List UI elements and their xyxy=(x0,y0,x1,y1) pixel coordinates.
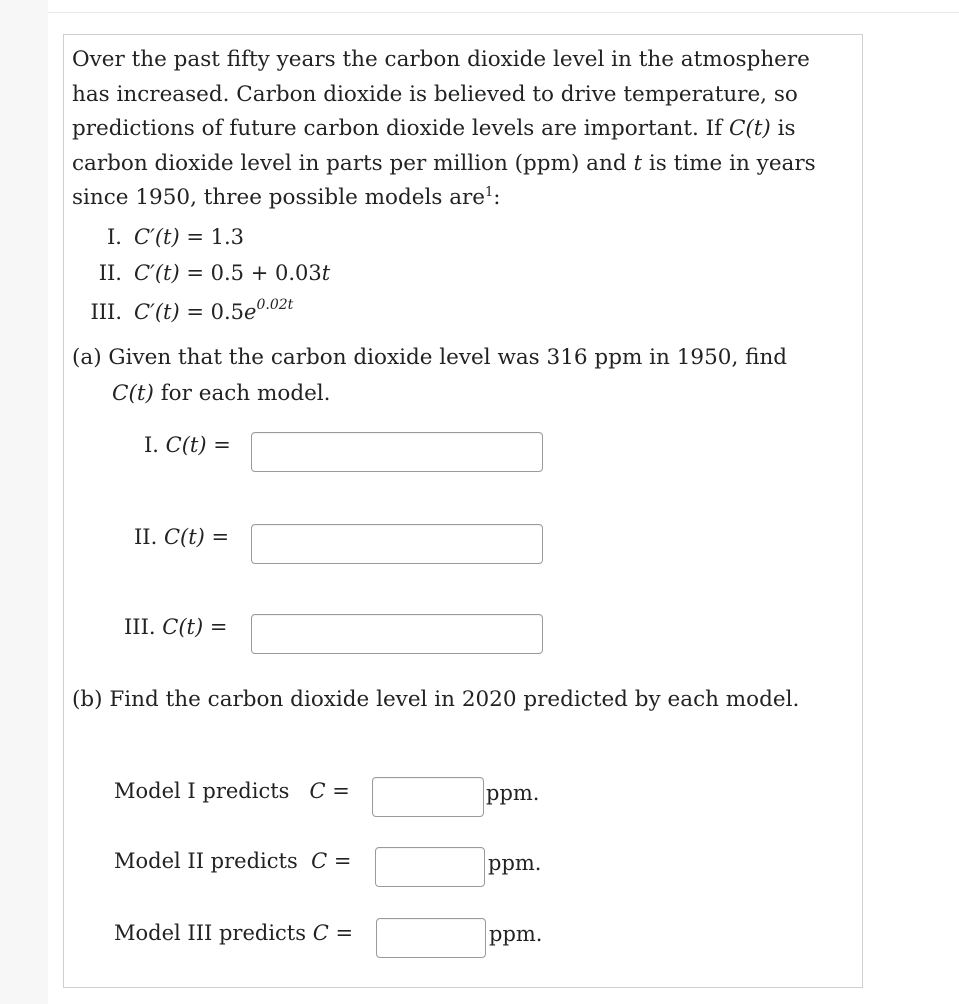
text: = xyxy=(206,433,231,457)
text: predictions of future carbon dioxide levels are important. If xyxy=(72,116,729,141)
intro-line xyxy=(72,147,816,182)
text: III. xyxy=(124,615,163,639)
answer-input-model-i[interactable] xyxy=(251,432,543,472)
prediction-input-model-iii[interactable] xyxy=(376,918,486,958)
model-lhs: C′(t) xyxy=(134,261,180,285)
text: = xyxy=(203,615,228,639)
problem-card xyxy=(63,34,863,988)
text: = xyxy=(325,779,350,803)
part-b-question: (b) Find the carbon dioxide level in 2020 predicted by each model. xyxy=(72,687,800,712)
text: = xyxy=(327,849,352,873)
text: for each model. xyxy=(153,381,331,406)
answer-input-model-ii[interactable] xyxy=(251,524,543,564)
unit-label: ppm. xyxy=(486,781,540,805)
model-row xyxy=(64,225,244,249)
prediction-label-model-i xyxy=(114,779,350,803)
math-var: C xyxy=(311,849,328,873)
model-var: t xyxy=(321,261,331,285)
model-lhs: C′(t) xyxy=(134,225,180,249)
model-number: I. xyxy=(107,225,122,249)
footnote-marker: 1 xyxy=(485,184,494,200)
text: = xyxy=(204,525,230,549)
text: is time in years xyxy=(642,150,816,176)
intro-line: Over the past fifty years the carbon dioxide level in the atmosphere xyxy=(72,47,810,72)
text: is xyxy=(770,116,796,141)
prediction-label-model-ii xyxy=(114,849,351,873)
model-number: III. xyxy=(90,300,122,324)
text: = xyxy=(328,921,354,945)
answer-label-i xyxy=(144,433,231,457)
intro-line xyxy=(72,112,816,147)
text: II. xyxy=(134,525,164,549)
model-number: II. xyxy=(98,261,122,285)
model-row xyxy=(64,261,330,285)
intro-line: has increased. Carbon dioxide is believed to drive temperature, so xyxy=(72,81,798,107)
math-var: C(t) xyxy=(165,433,207,457)
answer-label-iii xyxy=(124,615,227,639)
model-rhs: = 1.3 xyxy=(186,225,245,249)
text: Model I predicts xyxy=(114,779,290,803)
intro-paragraph xyxy=(72,43,816,216)
math-var: C(t) xyxy=(163,525,205,549)
math-var: C(t) xyxy=(162,615,204,639)
unit-label: ppm. xyxy=(489,922,543,946)
math-var: t xyxy=(633,150,643,176)
math-var: C(t) xyxy=(112,381,154,406)
prediction-label-model-iii xyxy=(114,921,353,945)
text: Model II predicts xyxy=(114,849,298,873)
text: I. xyxy=(144,433,166,457)
text: carbon dioxide level in parts per million (ppm) and xyxy=(72,150,634,176)
top-strip xyxy=(48,0,959,13)
model-rhs: = 0.5 + 0.03 xyxy=(186,261,322,285)
model-exponent: 0.02t xyxy=(256,297,294,313)
math-var: C xyxy=(312,921,329,945)
part-a-question-cont xyxy=(112,381,331,406)
text: since 1950, three possible models are xyxy=(72,185,486,210)
model-var: e xyxy=(244,300,257,324)
answer-input-model-iii[interactable] xyxy=(251,614,543,654)
part-a-question: (a) Given that the carbon dioxide level was 316 ppm in 1950, find xyxy=(72,345,788,370)
intro-line xyxy=(72,181,816,216)
prediction-input-model-ii[interactable] xyxy=(375,847,485,887)
text: Model III predicts xyxy=(114,921,307,945)
text: : xyxy=(493,185,501,210)
prediction-input-model-i[interactable] xyxy=(372,777,484,817)
math-var: C(t) xyxy=(728,116,771,141)
answer-label-ii xyxy=(134,525,229,549)
model-rhs: = 0.5 xyxy=(186,300,245,324)
model-lhs: C′(t) xyxy=(134,300,180,324)
math-var: C xyxy=(309,779,326,803)
model-row xyxy=(64,297,293,324)
unit-label: ppm. xyxy=(488,851,542,875)
